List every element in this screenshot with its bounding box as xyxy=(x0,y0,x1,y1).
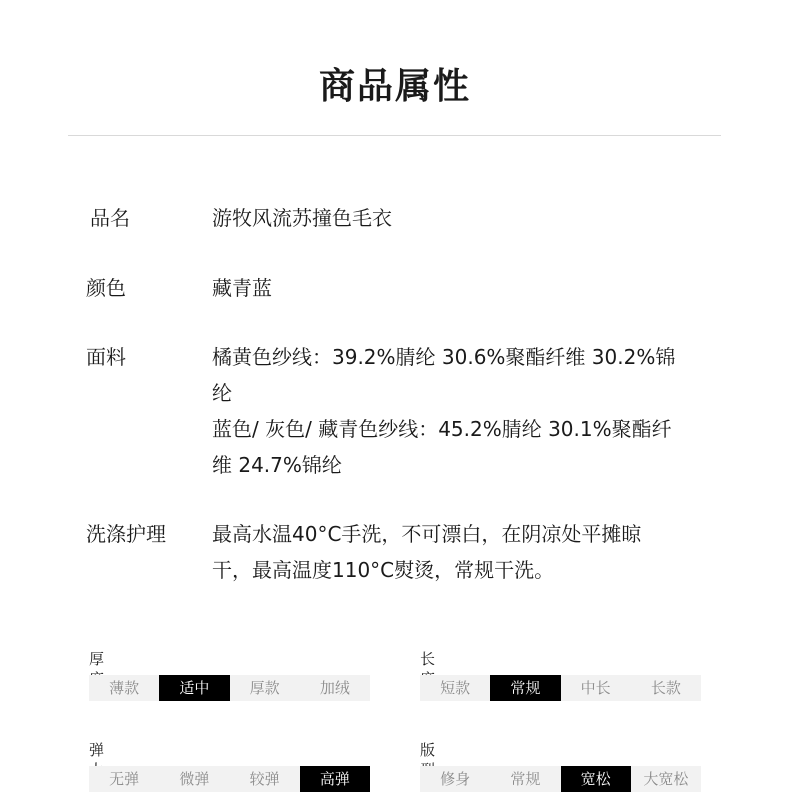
scale-option: 常规 xyxy=(510,770,541,788)
scale-label: 厚 xyxy=(89,650,105,668)
attr-value xyxy=(212,270,712,306)
scale-bar xyxy=(420,675,701,701)
scale-option: 薄款 xyxy=(109,679,140,697)
attr-label: 洗涤护理 xyxy=(86,522,166,546)
scale-option: 短款 xyxy=(440,679,471,697)
scale-bar xyxy=(420,766,701,792)
scale-option-selected: 常规 xyxy=(490,675,560,701)
attr-label: 颜色 xyxy=(86,276,126,300)
attr-value-line: 游牧风流苏撞色毛衣 xyxy=(212,206,392,230)
attr-value-line: 藏青蓝 xyxy=(212,276,272,300)
attr-label: 品名 xyxy=(90,206,130,230)
scale-option-selected: 适中 xyxy=(159,675,229,701)
attr-label: 面料 xyxy=(86,345,126,369)
scale-bar xyxy=(89,675,370,701)
attr-value xyxy=(212,339,712,483)
scale-option: 修身 xyxy=(440,770,471,788)
scale-bar xyxy=(89,766,370,792)
attr-value xyxy=(212,200,712,236)
attr-value-line: 维 24.7%锦纶 xyxy=(212,453,342,477)
scale-option-selected: 高弹 xyxy=(300,766,370,792)
scale-option-selected: 宽松 xyxy=(561,766,631,792)
scale-label: 长 xyxy=(420,650,436,668)
page-title: 商品属性 xyxy=(318,66,471,107)
attr-value-line: 干，最高温度110°C熨烫，常规干洗。 xyxy=(212,558,555,582)
scale-option: 大宽松 xyxy=(643,770,689,788)
attr-value xyxy=(212,516,712,588)
scale-option: 中长 xyxy=(580,679,611,697)
attr-value-line: 最高水温40°C手洗，不可漂白，在阴凉处平摊晾 xyxy=(212,522,642,546)
attr-value-line: 橘黄色纱线：39.2%腈纶 30.6%聚酯纤维 30.2%锦 xyxy=(212,345,676,369)
attr-value-line: 纶 xyxy=(212,381,232,405)
scale-label: 版 xyxy=(420,741,436,759)
scale-option: 厚款 xyxy=(249,679,280,697)
scale-label: 弹 xyxy=(89,741,105,759)
scale-option: 无弹 xyxy=(109,770,140,788)
attr-value-line: 蓝色/ 灰色/ 藏青色纱线：45.2%腈纶 30.1%聚酯纤 xyxy=(212,417,672,441)
scale-option: 微弹 xyxy=(179,770,210,788)
title-divider xyxy=(68,135,721,136)
scale-option: 较弹 xyxy=(249,770,280,788)
scale-option: 长款 xyxy=(650,679,681,697)
scale-option: 加绒 xyxy=(319,679,350,697)
